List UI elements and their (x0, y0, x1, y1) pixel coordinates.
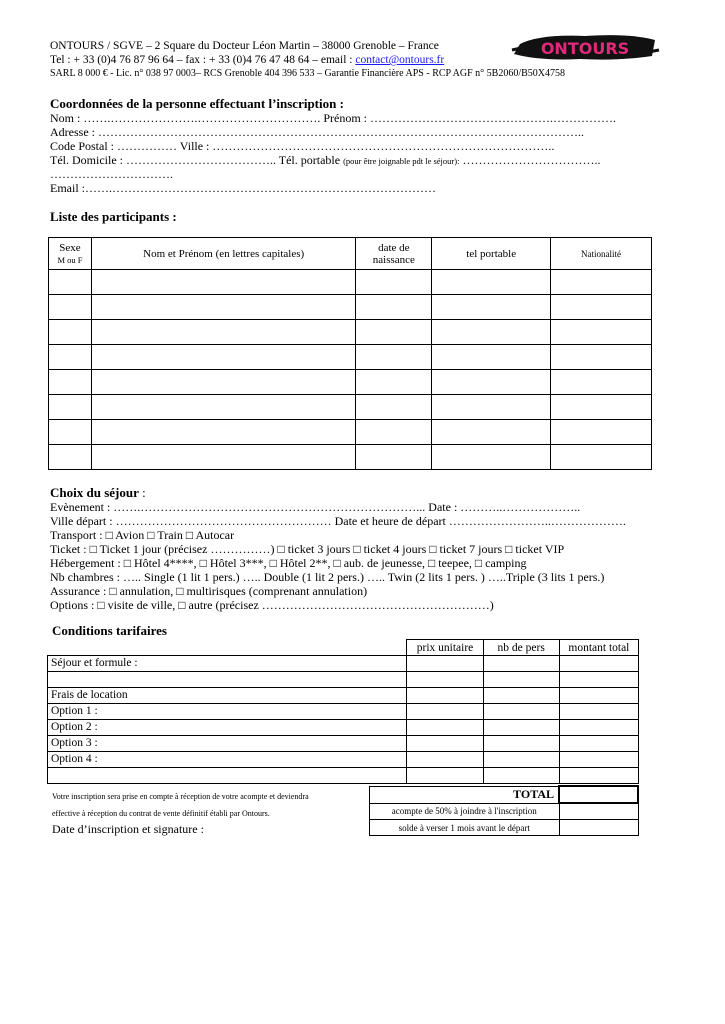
cell[interactable] (551, 295, 652, 320)
participant-row (49, 445, 652, 470)
cell[interactable] (559, 704, 638, 720)
cell[interactable] (91, 345, 355, 370)
tarif-row (48, 720, 639, 736)
transport-options[interactable]: Transport : □ Avion □ Train □ Autocar (50, 528, 235, 542)
tarif-row (48, 688, 639, 704)
code-postal-ville-field[interactable]: Code Postal : …………… Ville : ………………………………………………………………………….. (50, 139, 555, 153)
cell[interactable] (559, 720, 638, 736)
cell[interactable] (559, 768, 638, 784)
cell[interactable] (407, 768, 483, 784)
email-field[interactable]: Email :…….……………………………………………………………………… (50, 181, 436, 195)
cell[interactable] (49, 395, 92, 420)
col-nom: Nom et Prénom (en lettres capitales) (91, 238, 355, 270)
col-nb-pers: nb de pers (483, 640, 559, 656)
cell[interactable] (432, 295, 551, 320)
cell[interactable] (49, 320, 92, 345)
header-address: ONTOURS / SGVE – 2 Square du Docteur Léon Martin – 38000 Grenoble – France (50, 40, 439, 52)
tarifs-table (47, 639, 639, 784)
cell[interactable] (432, 320, 551, 345)
ontours-logo (510, 30, 660, 64)
tarif-row (48, 752, 639, 768)
cell[interactable] (559, 672, 638, 688)
cell[interactable] (551, 445, 652, 470)
tarifs-header-row (48, 640, 639, 656)
solde-label: solde à verser 1 mois avant le départ (370, 820, 560, 836)
tarif-row (48, 672, 639, 688)
tarifs-section-title: Conditions tarifaires (52, 623, 167, 638)
cell[interactable] (551, 395, 652, 420)
cell[interactable] (407, 656, 483, 672)
cell[interactable] (551, 370, 652, 395)
cell[interactable] (432, 445, 551, 470)
total-label: TOTAL (370, 786, 560, 803)
assurance-options[interactable]: Assurance : □ annulation, □ multirisques (comprenant annulation) (50, 584, 368, 598)
header-legal: SARL 8 000 € - Lic. n° 038 97 0003– RCS Grenoble 404 396 533 – Garantie Financière APS - RCP AGF n° 5B2060/B50X4758 (50, 68, 566, 79)
cell[interactable] (356, 445, 432, 470)
cell[interactable] (356, 395, 432, 420)
cell[interactable] (91, 370, 355, 395)
participant-row (49, 370, 652, 395)
col-sexe-sub: M ou F (57, 254, 83, 265)
participant-row (49, 395, 652, 420)
cell[interactable] (407, 720, 483, 736)
signature-field[interactable]: Date d’inscription et signature : (52, 822, 204, 836)
cell[interactable] (356, 370, 432, 395)
cell[interactable] (551, 345, 652, 370)
cell[interactable] (49, 370, 92, 395)
nom-prenom-field[interactable]: Nom : …….………………….…………………………. Prénom : ……………………………………….……………. (50, 111, 616, 125)
cell[interactable] (91, 420, 355, 445)
cell[interactable] (356, 345, 432, 370)
participant-row (49, 420, 652, 445)
cell[interactable] (49, 445, 92, 470)
sejour-section-title (50, 485, 146, 501)
cell[interactable] (432, 395, 551, 420)
sejour-title-text: Choix du séjour (50, 485, 139, 500)
telephone-field[interactable] (50, 153, 600, 168)
participants-header-row (49, 238, 652, 270)
cell[interactable] (559, 752, 638, 768)
header-contacts (50, 54, 444, 67)
cell[interactable] (49, 420, 92, 445)
col-sexe-label: Sexe (59, 241, 81, 254)
cell[interactable] (551, 420, 652, 445)
tarif-row-label: Option 2 : (48, 720, 407, 736)
tarif-row (48, 768, 639, 784)
header-phone-fax: Tel : + 33 (0)4 76 87 96 64 – fax : + 33 (0)4 76 47 48 64 – email : (50, 54, 356, 66)
cell[interactable] (356, 295, 432, 320)
evenement-field[interactable]: Evènement : …….……………………………………………………………... Date : ………..……………….. (50, 500, 581, 514)
cell[interactable] (551, 270, 652, 295)
telephone-label: Tél. Domicile : ……………………………….. Tél. portable (50, 153, 341, 167)
cell[interactable] (483, 704, 559, 720)
cell[interactable] (432, 345, 551, 370)
inscription-note-2: effective à réception du contrat de vente définitif établi par Ontours. (52, 809, 270, 818)
chambres-field[interactable]: Nb chambres : ….. Single (1 lit 1 pers.) ….. Double (1 lit 2 pers.) ….. Twin (2 lits 1 pers. ) …..Triple (3 lits 1 pers.) (50, 570, 605, 584)
email-link[interactable]: contact@ontours.fr (355, 54, 445, 66)
total-value[interactable] (559, 786, 638, 803)
ville-depart-field[interactable]: Ville départ : ……………………………………………… Date et heure de départ ……………………..………………. (50, 514, 626, 528)
cell[interactable] (91, 295, 355, 320)
contact-section-title: Coordonnées de la personne effectuant l’inscription : (50, 96, 344, 111)
adresse-field[interactable]: Adresse : ………………………………………………………………………………………………………….. (50, 125, 584, 139)
acompte-value[interactable] (559, 803, 638, 820)
col-tel: tel portable (432, 238, 551, 270)
cell[interactable] (432, 270, 551, 295)
cell[interactable] (551, 320, 652, 345)
telephone-continuation[interactable]: …………………………. (50, 167, 173, 181)
cell[interactable] (432, 370, 551, 395)
cell[interactable] (407, 688, 483, 704)
cell[interactable] (559, 736, 638, 752)
cell[interactable] (483, 768, 559, 784)
tarif-row-label: Séjour et formule : (48, 656, 407, 672)
cell[interactable] (483, 720, 559, 736)
participant-row (49, 270, 652, 295)
participant-row (49, 295, 652, 320)
tarif-row (48, 736, 639, 752)
telephone-dots: …………………………….. (459, 153, 601, 167)
cell[interactable] (407, 736, 483, 752)
cell[interactable] (483, 752, 559, 768)
tarif-row-label: Option 1 : (48, 704, 407, 720)
cell[interactable] (559, 688, 638, 704)
cell[interactable] (91, 320, 355, 345)
ticket-options[interactable]: Ticket : □ Ticket 1 jour (précisez ……………) □ ticket 3 jours □ ticket 4 jours □ ticket 7 jours □ ticket VIP (50, 542, 565, 556)
col-date-naissance (356, 238, 432, 270)
participant-row (49, 320, 652, 345)
tarif-row (48, 704, 639, 720)
cell[interactable] (49, 295, 92, 320)
inscription-note-1: Votre inscription sera prise en compte à réception de votre acompte et deviendra (52, 792, 309, 801)
tarif-row (48, 656, 639, 672)
cell[interactable] (407, 672, 483, 688)
total-row (370, 786, 639, 803)
solde-value[interactable] (559, 820, 638, 836)
acompte-label: acompte de 50% à joindre à l'inscription (370, 803, 560, 820)
cell[interactable] (407, 704, 483, 720)
col-nationalite: Nationalité (551, 238, 652, 270)
cell[interactable] (49, 270, 92, 295)
col-prix-unitaire: prix unitaire (407, 640, 483, 656)
options-field[interactable]: Options : □ visite de ville, □ autre (précisez …………………………………………………) (50, 598, 494, 612)
cell[interactable] (356, 270, 432, 295)
cell[interactable] (432, 420, 551, 445)
logo-text: ONTOURS (540, 39, 630, 58)
cell[interactable] (483, 736, 559, 752)
cell[interactable] (356, 320, 432, 345)
col-sexe (49, 238, 92, 270)
cell[interactable] (559, 656, 638, 672)
tarif-row-label: Frais de location (48, 688, 407, 704)
tarif-row-label (48, 768, 407, 784)
solde-row (370, 820, 639, 836)
cell[interactable] (483, 656, 559, 672)
cell[interactable] (483, 688, 559, 704)
participant-row (49, 345, 652, 370)
cell[interactable] (91, 270, 355, 295)
sejour-title-suffix: : (138, 485, 146, 500)
cell[interactable] (49, 345, 92, 370)
cell[interactable] (91, 445, 355, 470)
totals-table (369, 785, 639, 836)
tarif-row-label (48, 672, 407, 688)
cell[interactable] (91, 395, 355, 420)
col-montant-total: montant total (559, 640, 638, 656)
participants-table (48, 237, 652, 470)
col-date-label1: date de (378, 241, 410, 254)
tarif-row-label: Option 3 : (48, 736, 407, 752)
cell[interactable] (356, 420, 432, 445)
tarif-row-label: Option 4 : (48, 752, 407, 768)
acompte-row (370, 803, 639, 820)
participants-section-title: Liste des participants : (50, 209, 177, 224)
hebergement-options[interactable]: Hébergement : □ Hôtel 4****, □ Hôtel 3***, □ Hôtel 2**, □ aub. de jeunesse, □ teepee, □ camping (50, 556, 527, 570)
col-date-label2: naissance (372, 253, 415, 266)
telephone-note: (pour être joignable pdt le séjour): (343, 156, 460, 166)
tarifs-blank-header (48, 640, 407, 656)
cell[interactable] (483, 672, 559, 688)
cell[interactable] (407, 752, 483, 768)
